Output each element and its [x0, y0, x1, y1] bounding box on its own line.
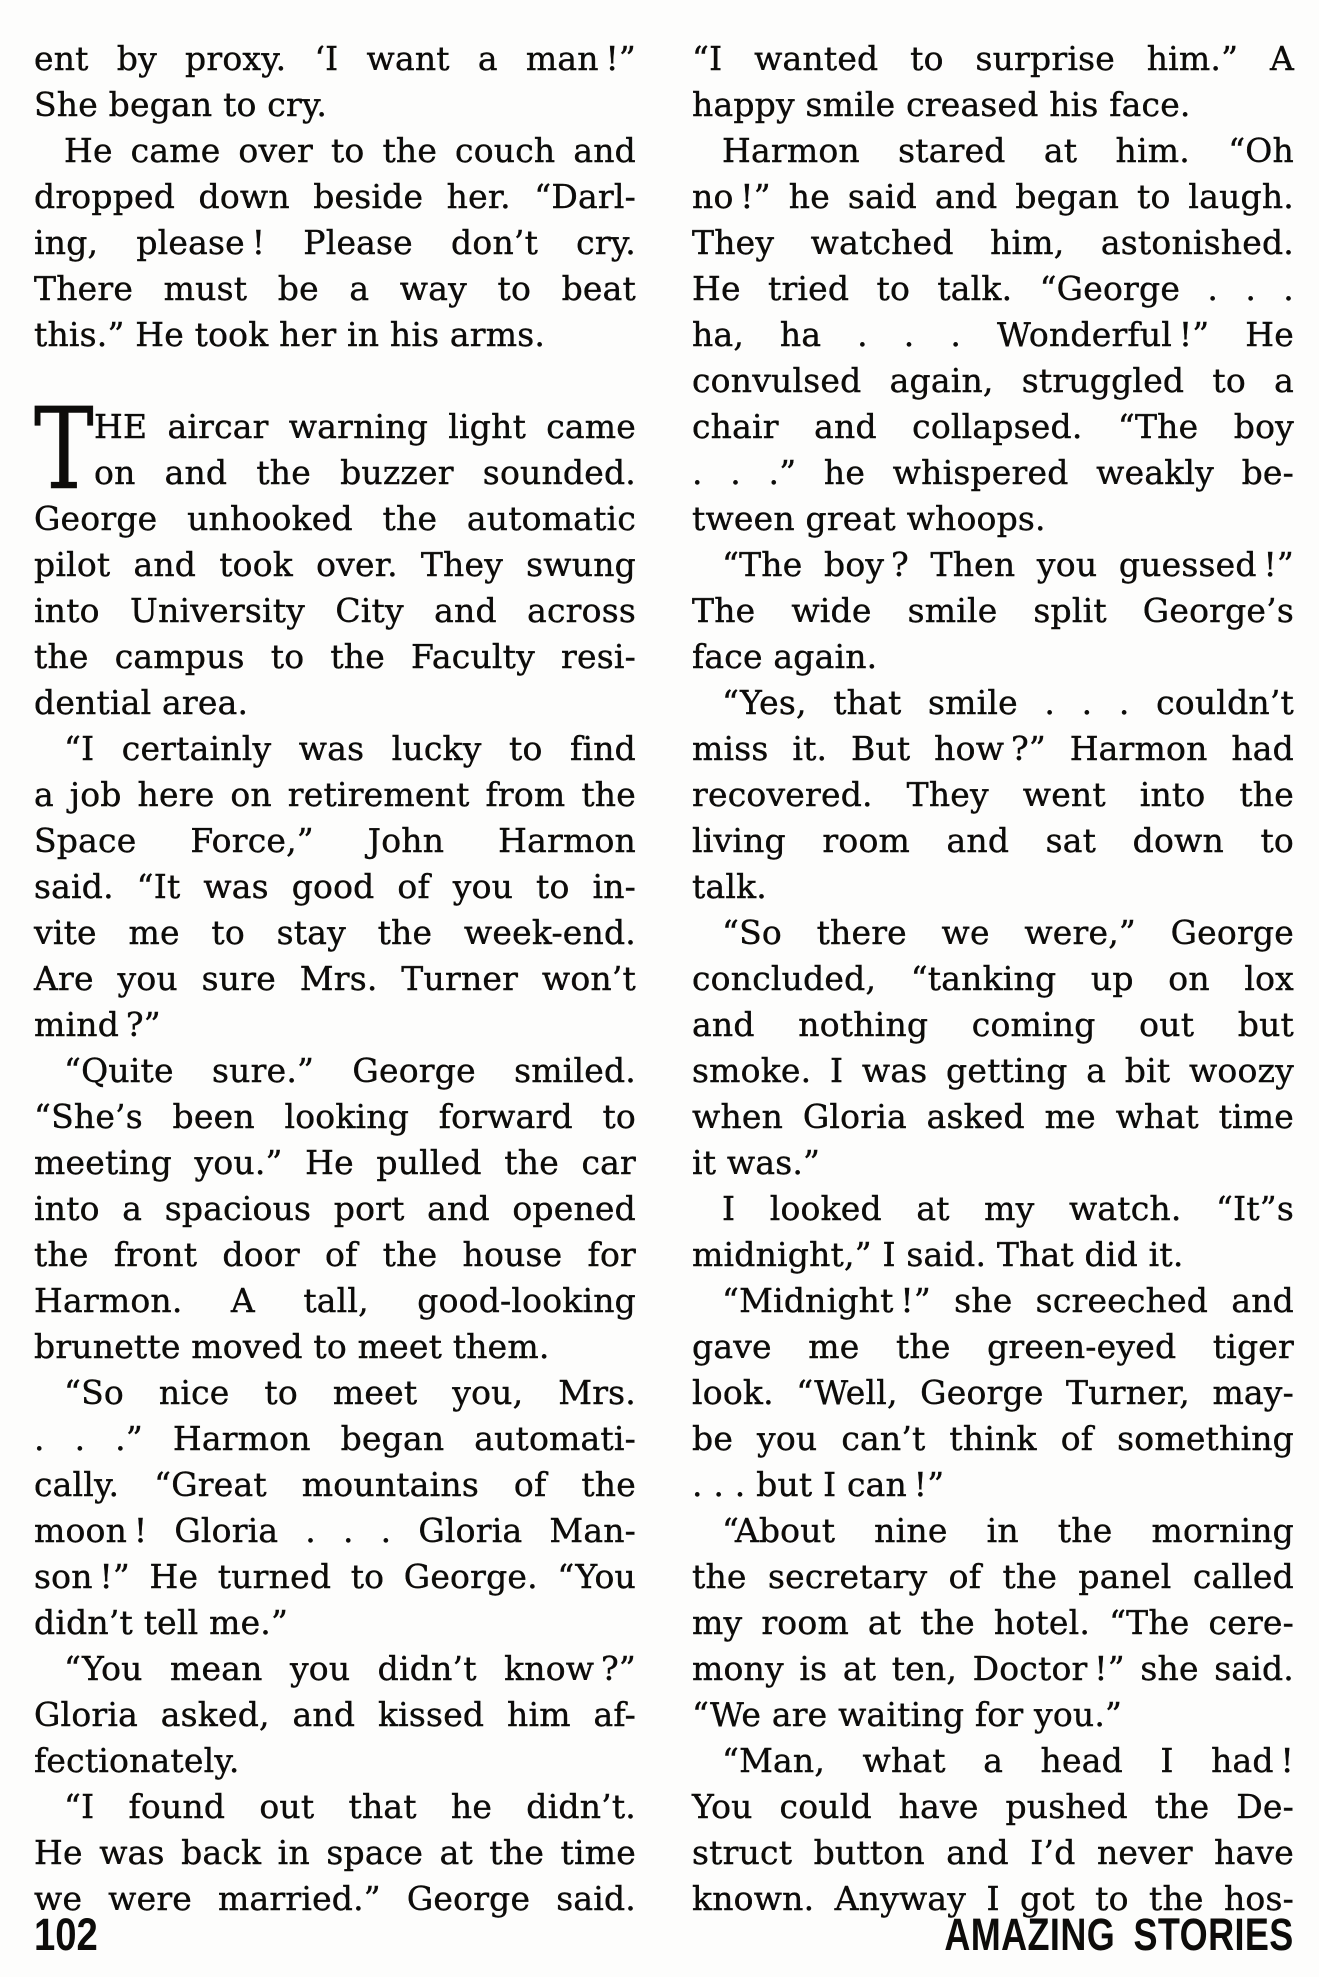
text-line: They watched him, astonished.	[692, 223, 1294, 262]
text-line: convulsed again, struggled to a	[692, 361, 1294, 400]
text-line: it was.”	[692, 1143, 821, 1182]
text-line: He was back in space at the time	[34, 1833, 636, 1872]
text-line: “Yes, that smile . . . couldn’t	[722, 683, 1294, 722]
text-line: The wide smile split George’s	[692, 591, 1294, 630]
text-line: “She’s been looking forward to	[34, 1097, 636, 1136]
text-line: He came over to the couch and	[64, 131, 636, 170]
text-line: said. “It was good of you to in-	[34, 867, 636, 906]
page-footer	[34, 1909, 1294, 1961]
text-line: Harmon. A tall, good-looking	[34, 1281, 636, 1320]
text-line: He tried to talk. “George . . .	[692, 269, 1294, 308]
text-line: miss it. But how ?” Harmon had	[692, 729, 1294, 768]
text-line: “Man, what a head I had !	[722, 1741, 1294, 1780]
text-line: dropped down beside her. “Darl-	[34, 177, 636, 216]
text-line: recovered. They went into the	[692, 775, 1294, 814]
text-line: mind ?”	[34, 1005, 161, 1044]
text-line: face again.	[692, 637, 878, 676]
text-line: “So there we were,” George	[722, 913, 1294, 952]
right-column	[692, 36, 1294, 1922]
text-line: I looked at my watch. “It”s	[722, 1189, 1294, 1228]
text-line: “You mean you didn’t know ?”	[64, 1649, 636, 1688]
drop-cap-paragraph	[34, 385, 636, 515]
text-line: Gloria asked, and kissed him af-	[34, 1695, 636, 1734]
text-line: Space Force,” John Harmon	[34, 821, 636, 860]
text-line: “I certainly was lucky to find	[64, 729, 636, 768]
text-line: be you can’t think of something	[692, 1419, 1294, 1458]
text-line: “We are waiting for you.”	[692, 1695, 1123, 1734]
text-line: the secretary of the panel called	[692, 1557, 1294, 1596]
text-line: She began to cry.	[34, 85, 328, 124]
text-line: You could have pushed the De-	[692, 1787, 1294, 1826]
text-line: this.” He took her in his arms.	[34, 315, 546, 354]
text-line: struct button and I’d never have	[692, 1833, 1294, 1872]
text-line: pilot and took over. They swung	[34, 545, 636, 584]
magazine-title: AMAZING STORIES	[944, 1909, 1294, 1960]
text-line: gave me the green-eyed tiger	[692, 1327, 1294, 1366]
text-line: into a spacious port and opened	[34, 1189, 636, 1228]
text-line: happy smile creased his face.	[692, 85, 1191, 124]
text-line: “Quite sure.” George smiled.	[64, 1051, 636, 1090]
text-line: dential area.	[34, 683, 249, 722]
text-line: my room at the hotel. “The cere-	[692, 1603, 1294, 1642]
text-line: “I wanted to surprise him.” A	[692, 39, 1294, 78]
text-line: we were married.” George said.	[34, 1879, 636, 1918]
page-number: 102	[34, 1909, 98, 1960]
text-line: known. Anyway I got to the hos-	[692, 1879, 1294, 1918]
text-line: ing, please ! Please don’t cry.	[34, 223, 636, 262]
text-line: concluded, “tanking up on lox	[692, 959, 1294, 998]
text-line: vite me to stay the week-end.	[34, 913, 636, 952]
text-line: talk.	[692, 867, 767, 906]
drop-cap-letter: T	[34, 385, 94, 515]
text-line: Are you sure Mrs. Turner won’t	[34, 959, 636, 998]
text-line: . . .” Harmon began automati-	[34, 1419, 636, 1458]
text-line: a job here on retirement from the	[34, 775, 636, 814]
text-line: . . . but I can !”	[692, 1465, 945, 1504]
text-line: midnight,” I said. That did it.	[692, 1235, 1184, 1274]
text-line: son !” He turned to George. “You	[34, 1557, 636, 1596]
text-line: no !” he said and began to laugh.	[692, 177, 1294, 216]
text-line: There must be a way to beat	[34, 269, 636, 308]
drop-cap-lines	[94, 404, 636, 496]
text-line: brunette moved to meet them.	[34, 1327, 550, 1366]
text-line: “About nine in the morning	[722, 1511, 1294, 1550]
text-line: chair and collapsed. “The boy	[692, 407, 1294, 446]
text-line: when Gloria asked me what time	[692, 1097, 1294, 1136]
text-line: fectionately.	[34, 1741, 240, 1780]
text-line: look. “Well, George Turner, may-	[692, 1373, 1294, 1412]
text-line: “Midnight !” she screeched and	[722, 1281, 1294, 1320]
text-line: cally. “Great mountains of the	[34, 1465, 636, 1504]
text-line: ent by proxy. ‘I want a man !”	[34, 39, 636, 78]
text-line: Harmon stared at him. “Oh	[722, 131, 1294, 170]
text-line: “The boy ? Then you guessed !”	[722, 545, 1294, 584]
text-line: George unhooked the automatic	[34, 499, 636, 538]
text-line: the front door of the house for	[34, 1235, 636, 1274]
text-line: and nothing coming out but	[692, 1005, 1294, 1044]
text-line: tween great whoops.	[692, 499, 1046, 538]
text-line: on and the buzzer sounded.	[94, 453, 636, 492]
text-line: mony is at ten, Doctor !” she said.	[692, 1649, 1294, 1688]
text-line: . . .” he whispered weakly be-	[692, 453, 1294, 492]
text-line: moon ! Gloria . . . Gloria Man-	[34, 1511, 636, 1550]
left-column	[34, 36, 636, 1922]
text-line: “I found out that he didn’t.	[64, 1787, 636, 1826]
section-break	[34, 358, 636, 404]
text-line: HE aircar warning light came	[94, 407, 636, 446]
text-line: smoke. I was getting a bit woozy	[692, 1051, 1294, 1090]
text-line: living room and sat down to	[692, 821, 1294, 860]
text-line: the campus to the Faculty resi-	[34, 637, 636, 676]
text-line: “So nice to meet you, Mrs.	[64, 1373, 636, 1412]
text-line: into University City and across	[34, 591, 636, 630]
text-line: ha, ha . . . Wonderful !” He	[692, 315, 1294, 354]
text-line: didn’t tell me.”	[34, 1603, 289, 1642]
text-line: meeting you.” He pulled the car	[34, 1143, 636, 1182]
